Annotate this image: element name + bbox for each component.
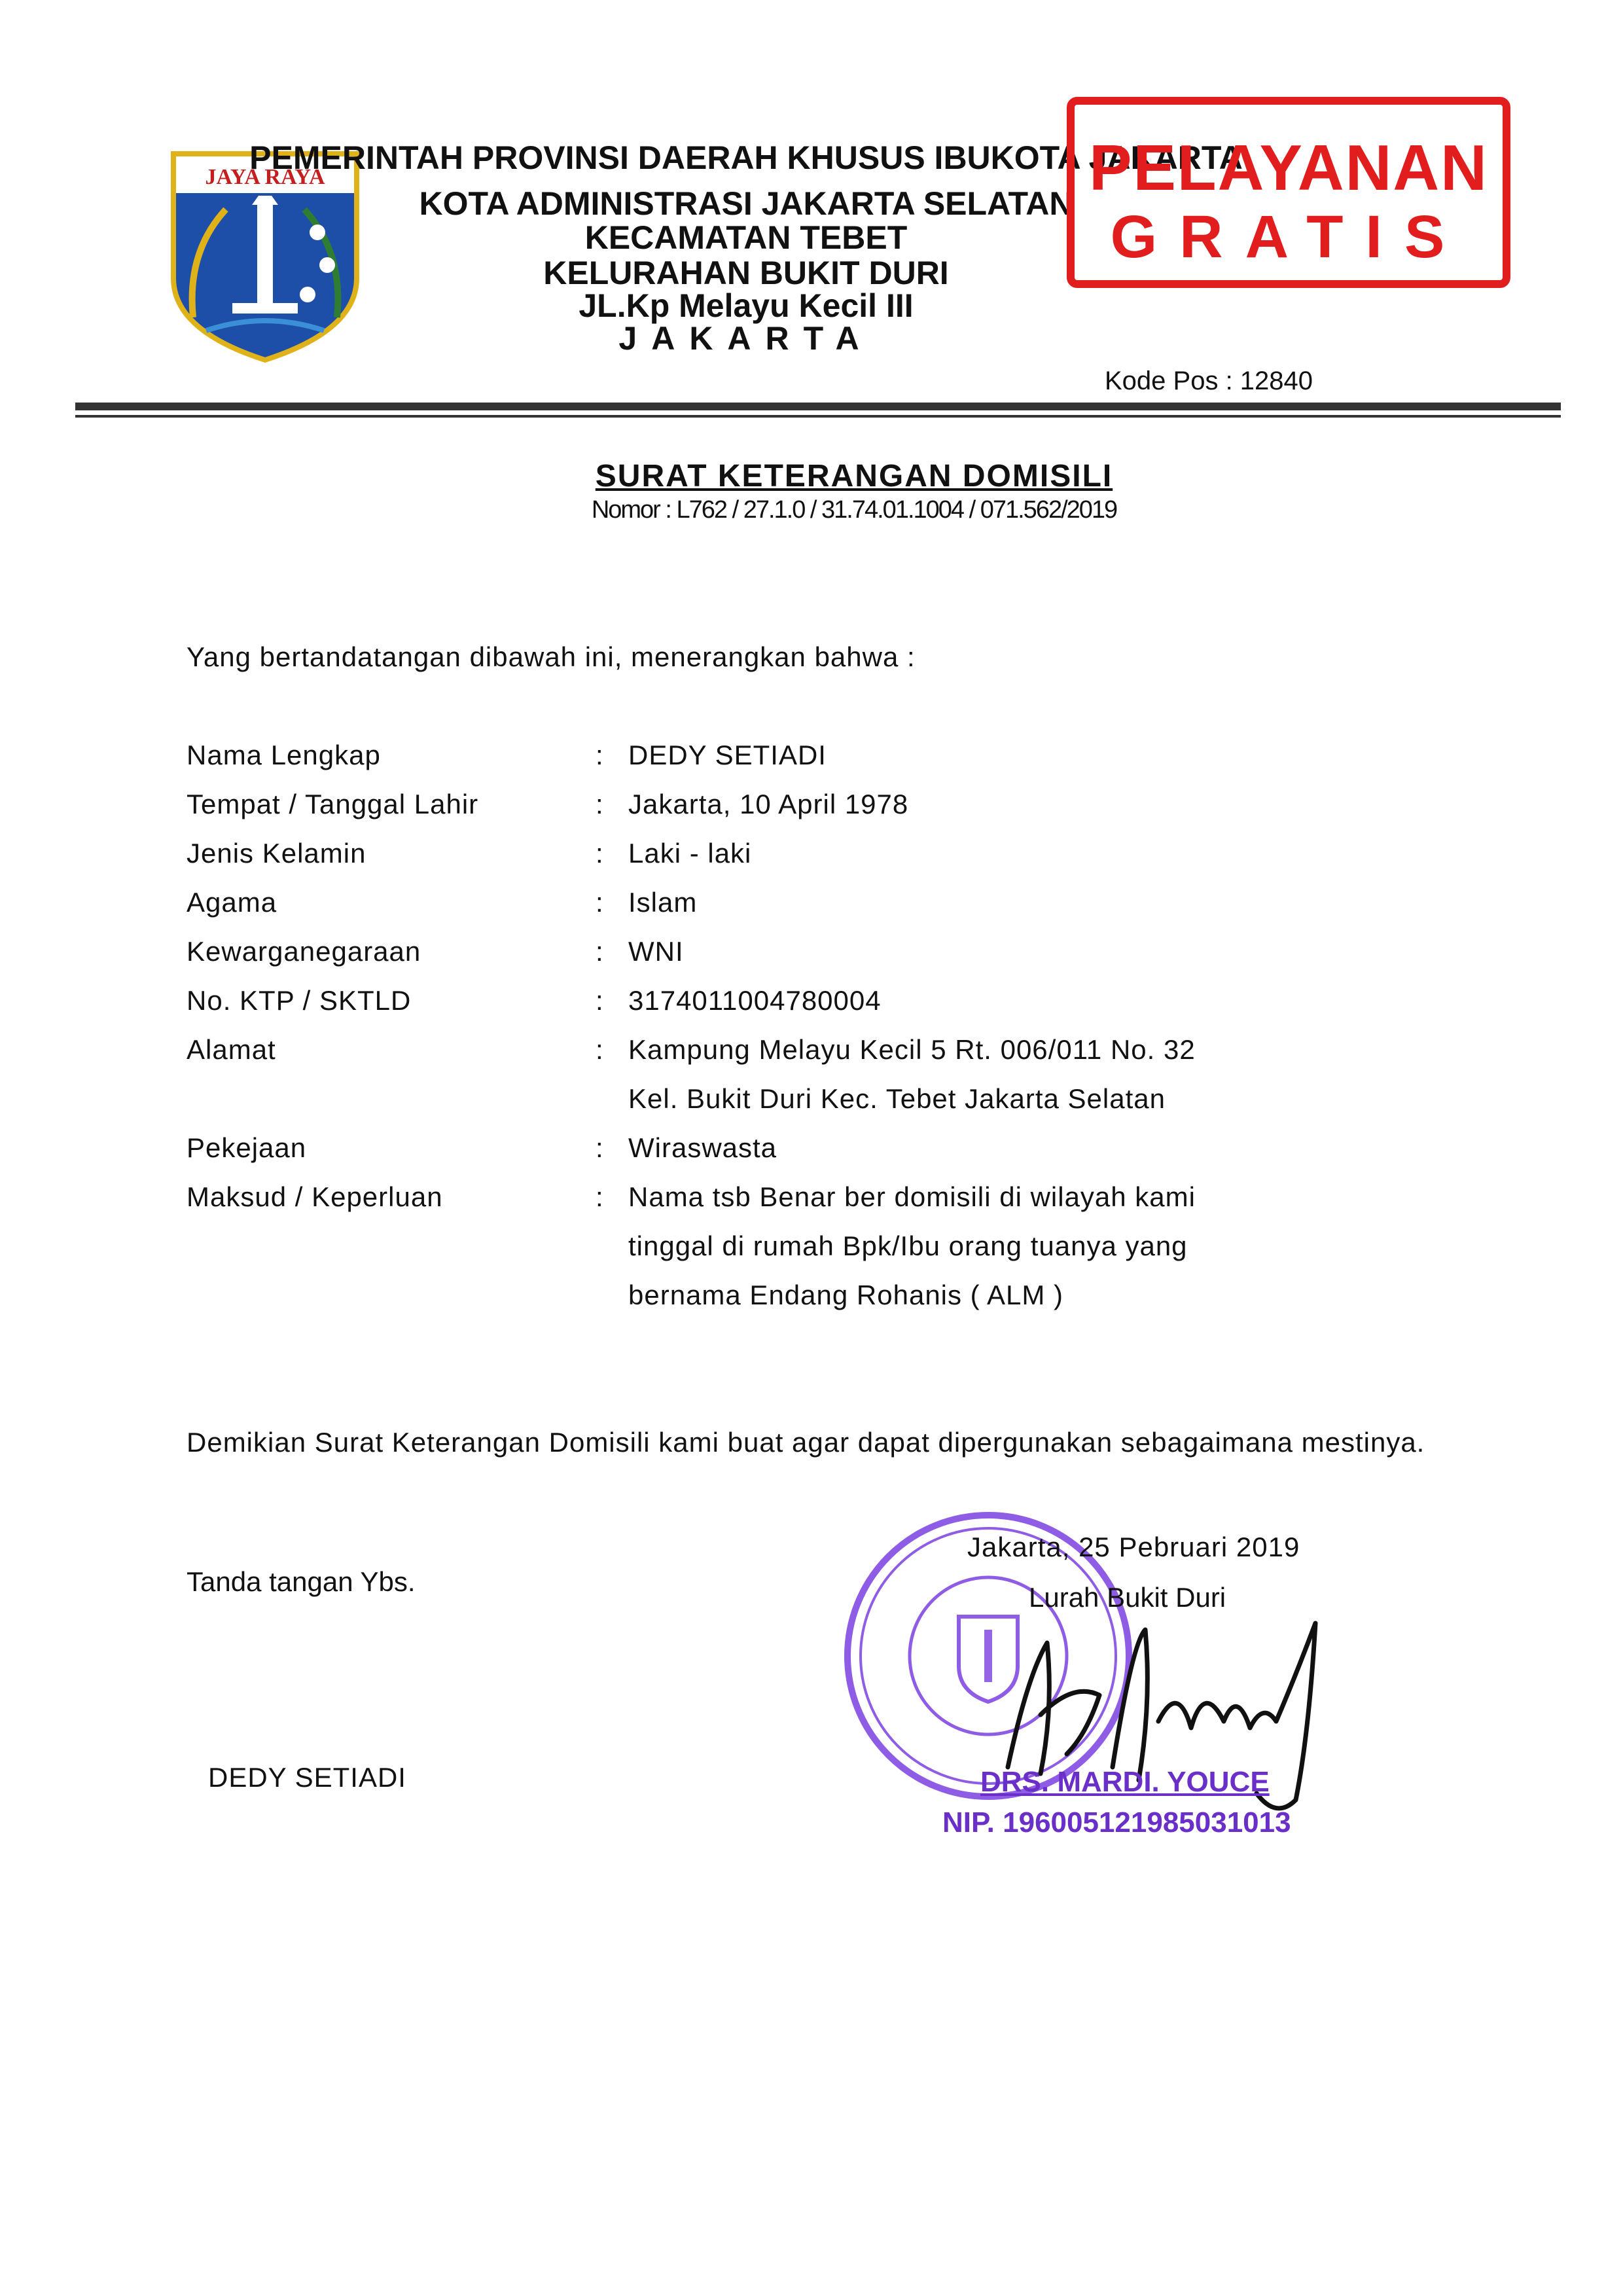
- field-label: Maksud / Keperluan: [187, 1181, 443, 1212]
- header-divider-thin: [75, 415, 1561, 418]
- field-value: Jakarta, 10 April 1978: [628, 789, 909, 819]
- free-service-stamp: [1067, 97, 1510, 288]
- header-line-government: PEMERINTAH PROVINSI DAERAH KHUSUS IBUKOTA JAKARTA: [249, 139, 1243, 176]
- field-separator: :: [596, 789, 604, 819]
- stamp-text-gratis: GRATIS: [1110, 204, 1467, 270]
- header-line-city-name: JAKARTA: [618, 320, 874, 357]
- field-value-line2: Kel. Bukit Duri Kec. Tebet Jakarta Selatan: [628, 1083, 1166, 1114]
- field-value: Nama tsb Benar ber domisili di wilayah kami: [628, 1181, 1196, 1212]
- field-separator: :: [596, 936, 604, 967]
- field-label: Kewarganegaraan: [187, 936, 421, 967]
- field-label: Jenis Kelamin: [187, 838, 366, 869]
- applicant-signature-label: Tanda tangan Ybs.: [187, 1566, 416, 1597]
- official-name: DRS. MARDI. YOUCE: [980, 1766, 1270, 1798]
- field-label: No. KTP / SKTLD: [187, 985, 412, 1016]
- field-value: 3174011004780004: [628, 985, 882, 1016]
- field-label: Alamat: [187, 1034, 276, 1065]
- header-line-street: JL.Kp Melayu Kecil III: [579, 287, 914, 324]
- postal-code: Kode Pos : 12840: [1105, 367, 1313, 395]
- field-label: Tempat / Tanggal Lahir: [187, 789, 479, 819]
- header-line-district: KECAMATAN TEBET: [584, 219, 908, 256]
- logo-motto-text: JAYA RAYA: [205, 165, 325, 189]
- stamp-text-pelayanan: PELAYANAN: [1089, 132, 1488, 204]
- field-value: Laki - laki: [628, 838, 752, 869]
- header-divider-thick: [75, 403, 1561, 410]
- field-label: Pekejaan: [187, 1132, 307, 1163]
- field-label: Agama: [187, 887, 277, 918]
- field-value-line2: tinggal di rumah Bpk/Ibu orang tuanya yang: [628, 1230, 1188, 1261]
- field-separator: :: [596, 740, 604, 770]
- field-value-line3: bernama Endang Rohanis ( ALM ): [628, 1280, 1064, 1310]
- field-label: Nama Lengkap: [187, 740, 381, 770]
- field-value: WNI: [628, 936, 684, 967]
- header-line-subdistrict: KELURAHAN BUKIT DURI: [543, 255, 949, 291]
- field-separator: :: [596, 1034, 604, 1065]
- field-separator: :: [596, 1181, 604, 1212]
- field-separator: :: [596, 985, 604, 1016]
- signing-place-date: Jakarta, 25 Pebruari 2019: [967, 1532, 1300, 1562]
- field-value: DEDY SETIADI: [628, 740, 827, 770]
- field-value: Kampung Melayu Kecil 5 Rt. 006/011 No. 32: [628, 1034, 1196, 1065]
- document-title: SURAT KETERANGAN DOMISILI: [595, 459, 1113, 493]
- intro-text: Yang bertandatangan dibawah ini, menerangkan bahwa :: [187, 641, 916, 672]
- document-number: Nomor : L762 / 27.1.0 / 31.74.01.1004 / 071.562/2019: [591, 496, 1117, 524]
- signing-position: Lurah Bukit Duri: [1029, 1582, 1226, 1613]
- official-nip: NIP. 196005121985031013: [942, 1806, 1291, 1839]
- header-line-city: KOTA ADMINISTRASI JAKARTA SELATAN: [419, 185, 1073, 222]
- closing-statement: Demikian Surat Keterangan Domisili kami buat agar dapat dipergunakan sebagaimana mestinya.: [187, 1427, 1425, 1458]
- field-separator: :: [596, 838, 604, 869]
- field-separator: :: [596, 1132, 604, 1163]
- field-value: Islam: [628, 887, 698, 918]
- field-separator: :: [596, 887, 604, 918]
- applicant-name: DEDY SETIADI: [208, 1762, 406, 1793]
- field-value: Wiraswasta: [628, 1132, 777, 1163]
